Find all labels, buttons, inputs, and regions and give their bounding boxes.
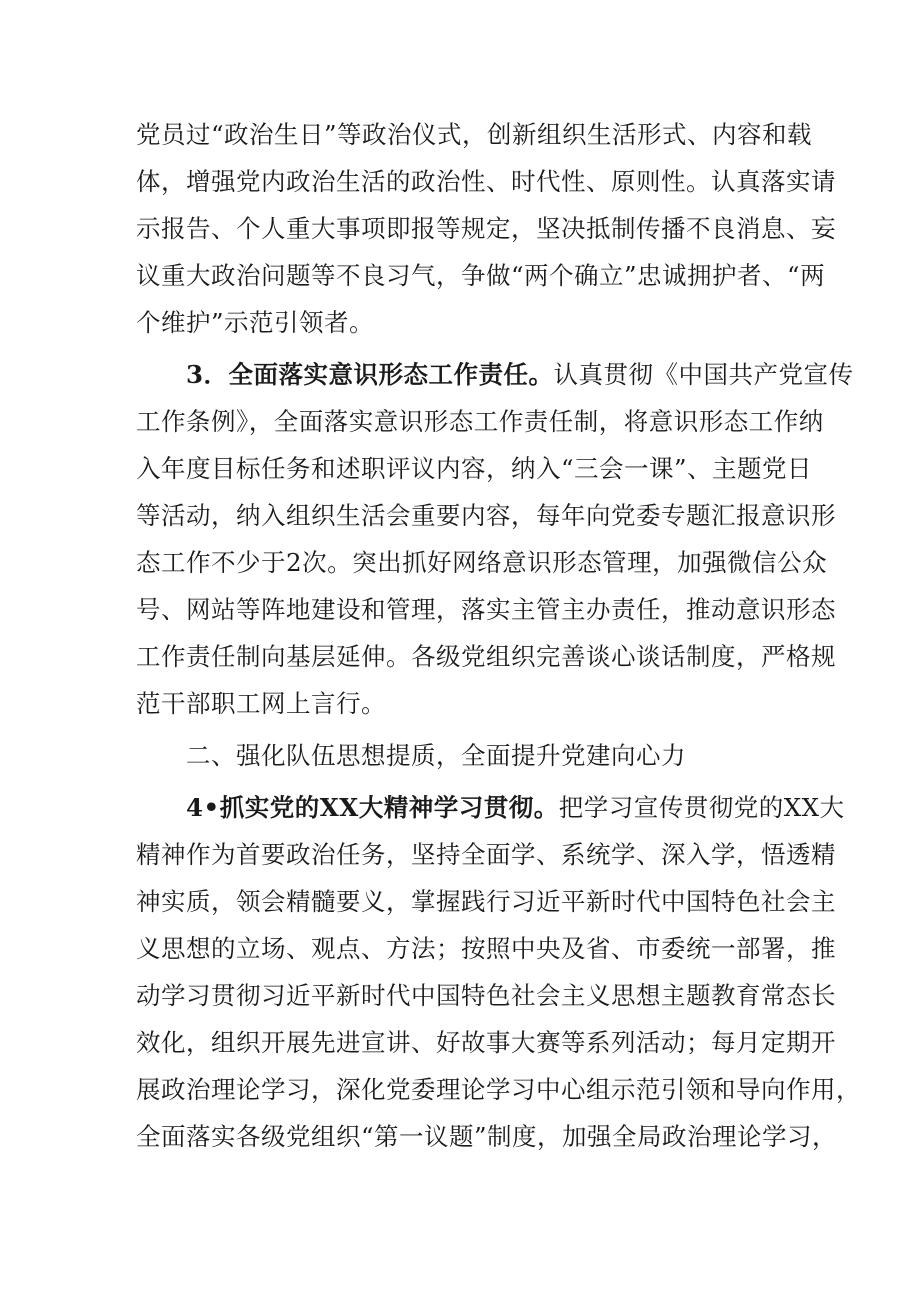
section-4-first-text: 把学习宣传贯彻党的XX大 <box>558 793 845 822</box>
paragraph-line: 义思想的立场、观点、方法；按照中央及省、市委统一部署，推 <box>136 934 836 963</box>
paragraph-line: 党员过“政治生日”等政治仪式，创新组织生活形式、内容和载 <box>136 120 813 149</box>
section-3-first-line <box>186 360 854 390</box>
paragraph-line: 示报告、个人重大事项即报等规定，坚决抵制传播不良消息、妄 <box>136 214 836 243</box>
section-4-heading: 4•抓实党的XX大精神学习贯彻。 <box>186 793 559 822</box>
paragraph-line: 范干部职工网上言行。 <box>136 689 386 718</box>
part-2-title: 二、强化队伍思想提质，全面提升党建向心力 <box>186 741 686 770</box>
paragraph-line: 体，增强党内政治生活的政治性、时代性、原则性。认真落实请 <box>136 167 836 196</box>
paragraph-line: 全面落实各级党组织“第一议题”制度，加强全局政治理论学习， <box>136 1122 838 1151</box>
paragraph-line: 工作责任制向基层延伸。各级党组织完善谈心谈话制度，严格规 <box>136 642 836 671</box>
paragraph-line: 个维护”示范引领者。 <box>136 308 375 337</box>
section-3-heading: 3．全面落实意识形态工作责任。 <box>186 360 554 389</box>
paragraph-line: 神实质，领会精髓要义，掌握践行习近平新时代中国特色社会主 <box>136 887 836 916</box>
paragraph-line: 精神作为首要政治任务，坚持全面学、系统学、深入学，悟透精 <box>136 840 836 869</box>
paragraph-line: 动学习贯彻习近平新时代中国特色社会主义思想主题教育常态长 <box>136 981 836 1010</box>
paragraph-line: 议重大政治问题等不良习气，争做“两个确立”忠诚拥护者、“两 <box>136 261 826 290</box>
paragraph-line: 入年度目标任务和述职评议内容，纳入“三会一课”、主题党日 <box>136 454 813 483</box>
paragraph-line: 等活动，纳入组织生活会重要内容，每年向党委专题汇报意识形 <box>136 501 836 530</box>
section-4-first-line <box>186 793 845 823</box>
paragraph-line: 展政治理论学习，深化党委理论学习中心组示范引领和导向作用， <box>136 1075 861 1104</box>
paragraph-line: 态工作不少于2次。突出抓好网络意识形态管理，加强微信公众 <box>136 548 828 577</box>
section-3-first-text: 认真贯彻《中国共产党宣传 <box>553 360 854 389</box>
paragraph-line: 号、网站等阵地建设和管理，落实主管主办责任，推动意识形态 <box>136 595 836 624</box>
paragraph-line: 工作条例》，全面落实意识形态工作责任制，将意识形态工作纳 <box>136 407 824 436</box>
paragraph-line: 效化，组织开展先进宣讲、好故事大赛等系列活动；每月定期开 <box>136 1028 836 1057</box>
